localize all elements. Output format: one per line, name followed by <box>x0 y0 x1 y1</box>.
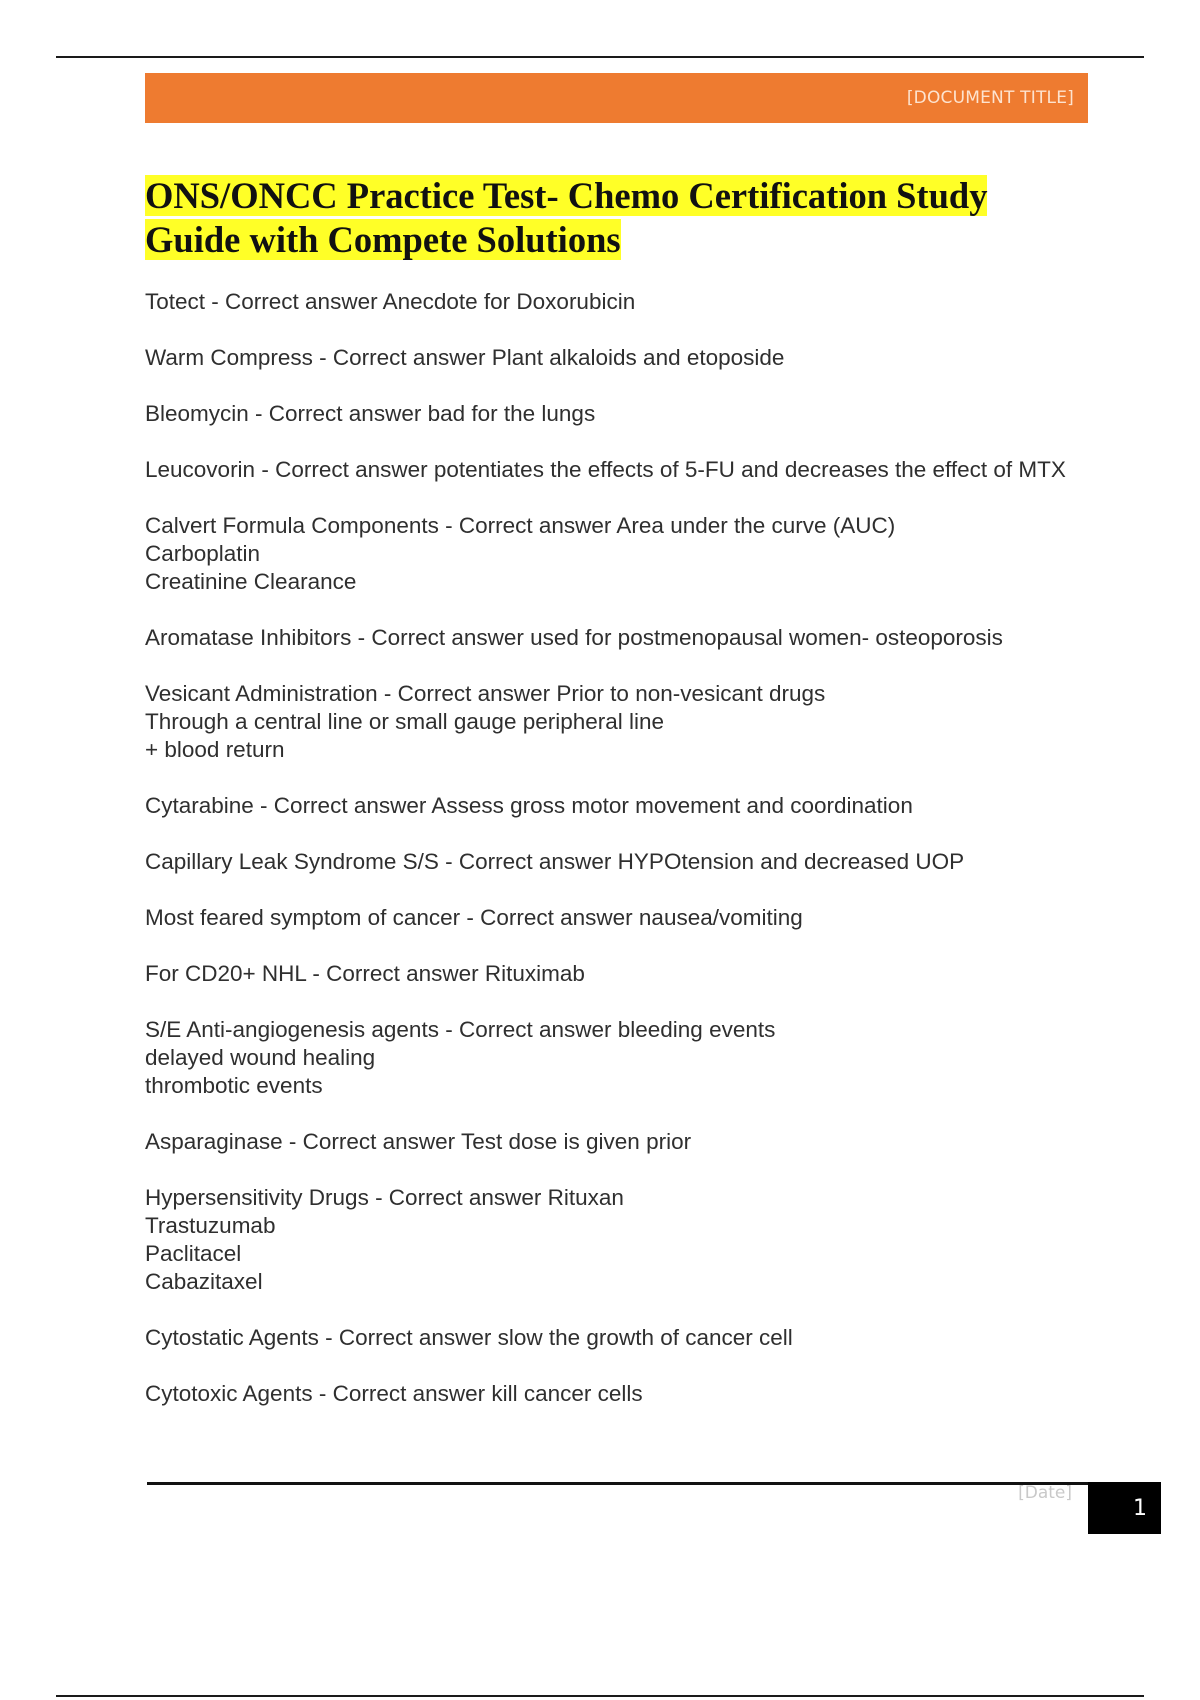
page-number: 1 <box>1133 1495 1147 1521</box>
qa-entry <box>145 1380 1085 1408</box>
qa-entry-text: Vesicant Administration - Correct answer Prior to non-vesicant drugs <box>145 681 826 706</box>
qa-entry-continuation: delayed wound healing <box>145 1045 376 1070</box>
qa-entry-text: For CD20+ NHL - Correct answer Rituximab <box>145 961 585 986</box>
qa-entry-text: Leucovorin - Correct answer potentiates the effects of 5-FU and decreases the effect of MTX <box>145 457 1066 482</box>
qa-entry-continuation: + blood return <box>145 737 285 762</box>
top-rule <box>56 56 1144 58</box>
document-title-placeholder: [DOCUMENT TITLE] <box>906 88 1074 108</box>
qa-entry-text: Cytarabine - Correct answer Assess gross motor movement and coordination <box>145 793 913 818</box>
qa-entry <box>145 456 1085 484</box>
qa-entry <box>145 1184 1085 1296</box>
qa-entry-text: Capillary Leak Syndrome S/S - Correct answer HYPOtension and decreased UOP <box>145 849 965 874</box>
qa-entry-text: Warm Compress - Correct answer Plant alkaloids and etoposide <box>145 345 785 370</box>
qa-entry-text: Most feared symptom of cancer - Correct answer nausea/vomiting <box>145 905 803 930</box>
bottom-rule <box>56 1695 1144 1697</box>
qa-entry <box>145 848 1085 876</box>
page-title-line-1: ONS/ONCC Practice Test- Chemo Certification Study <box>145 175 988 216</box>
qa-entry <box>145 344 1085 372</box>
qa-entry-list <box>145 288 1085 1436</box>
qa-entry <box>145 792 1085 820</box>
qa-entry-continuation: Trastuzumab <box>145 1213 276 1238</box>
qa-entry-text: Totect - Correct answer Anecdote for Doxorubicin <box>145 289 636 314</box>
footer-date: [Date] <box>1018 1483 1072 1503</box>
qa-entry-text: Aromatase Inhibitors - Correct answer used for postmenopausal women- osteoporosis <box>145 625 1003 650</box>
qa-entry <box>145 1128 1085 1156</box>
qa-entry-text: Cytotoxic Agents - Correct answer kill cancer cells <box>145 1381 643 1406</box>
qa-entry <box>145 288 1085 316</box>
qa-entry-text: Cytostatic Agents - Correct answer slow the growth of cancer cell <box>145 1325 793 1350</box>
qa-entry-continuation: Carboplatin <box>145 541 261 566</box>
qa-entry <box>145 400 1085 428</box>
page-title-line-2: Guide with Compete Solutions <box>145 219 621 260</box>
qa-entry-text: Asparaginase - Correct answer Test dose is given prior <box>145 1129 692 1154</box>
document-header-bar <box>145 73 1088 123</box>
qa-entry-text: Bleomycin - Correct answer bad for the lungs <box>145 401 596 426</box>
footer-rule <box>147 1482 1088 1485</box>
qa-entry-continuation: Cabazitaxel <box>145 1269 263 1294</box>
qa-entry-continuation: Creatinine Clearance <box>145 569 357 594</box>
qa-entry-text: Calvert Formula Components - Correct answer Area under the curve (AUC) <box>145 513 896 538</box>
qa-entry <box>145 624 1085 652</box>
qa-entry-text: S/E Anti-angiogenesis agents - Correct answer bleeding events <box>145 1017 776 1042</box>
qa-entry <box>145 904 1085 932</box>
qa-entry <box>145 512 1085 596</box>
qa-entry-continuation: thrombotic events <box>145 1073 323 1098</box>
page-title <box>145 174 1045 262</box>
qa-entry <box>145 1016 1085 1100</box>
qa-entry <box>145 680 1085 764</box>
qa-entry-continuation: Through a central line or small gauge peripheral line <box>145 709 665 734</box>
qa-entry <box>145 960 1085 988</box>
qa-entry-continuation: Paclitacel <box>145 1241 242 1266</box>
qa-entry-text: Hypersensitivity Drugs - Correct answer Rituxan <box>145 1185 624 1210</box>
page-number-box <box>1088 1482 1161 1534</box>
qa-entry <box>145 1324 1085 1352</box>
